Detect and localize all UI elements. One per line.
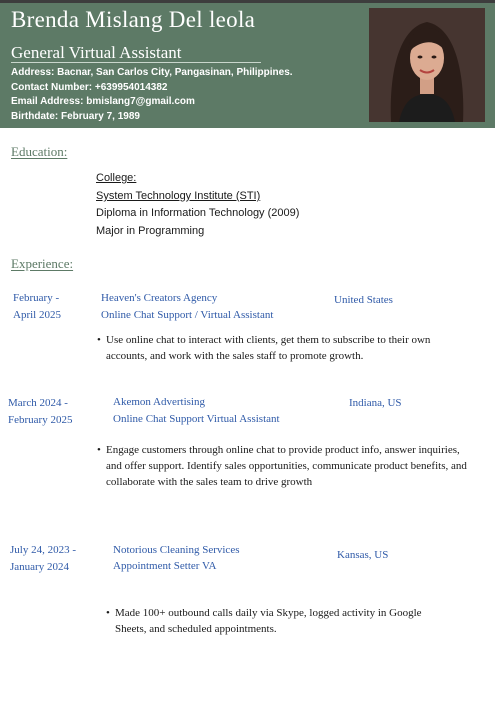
birthdate-text: Birthdate: February 7, 1989 xyxy=(11,111,140,122)
email-text: Email Address: bmislang7@gmail.com xyxy=(11,96,195,107)
job-company: Notorious Cleaning Services xyxy=(113,544,240,556)
bullet-marker: • xyxy=(97,334,101,346)
job-date: March 2024 - February 2025 xyxy=(8,397,73,426)
bullet-marker: • xyxy=(97,444,101,456)
education-level: College: xyxy=(96,172,137,184)
job-description: • Engage customers through online chat to provide product info, answer inquiries, and offer support. Identify sales opportunities, communicate product benefits, and collaborate with the sales team to drive growth xyxy=(97,444,467,488)
job-role: General Virtual Assistant xyxy=(11,43,182,62)
job-title: Online Chat Support / Virtual Assistant xyxy=(101,309,274,321)
profile-photo xyxy=(369,8,485,122)
diploma-text: Diploma in Information Technology (2009) xyxy=(96,207,300,219)
school-name: System Technology Institute (STI) xyxy=(96,190,261,202)
resume-header xyxy=(0,3,495,128)
job-title: Appointment Setter VA xyxy=(113,560,217,572)
job-description: • Use online chat to interact with clients, get them to subscribe to their own accounts, and work with the sales staff to promote growth. xyxy=(97,334,431,362)
job-location: Indiana, US xyxy=(349,397,402,409)
role-divider xyxy=(11,62,261,63)
job-title: Online Chat Support Virtual Assistant xyxy=(113,413,280,425)
job-description: • Made 100+ outbound calls daily via Skype, logged activity in Google Sheets, and scheduled appointments. xyxy=(106,607,422,635)
bullet-marker: • xyxy=(106,607,110,619)
job-date: February - April 2025 xyxy=(13,292,61,321)
experience-heading: Experience: xyxy=(11,256,74,271)
job-company: Akemon Advertising xyxy=(113,396,205,408)
job-location: United States xyxy=(334,294,393,306)
address-text: Address: Bacnar, San Carlos City, Pangasinan, Philippines. xyxy=(11,67,293,78)
job-location: Kansas, US xyxy=(337,549,389,561)
education-heading: Education: xyxy=(11,144,68,159)
major-text: Major in Programming xyxy=(96,225,205,237)
contact-number-text: Contact Number: +639954014382 xyxy=(11,82,168,93)
job-company: Heaven's Creators Agency xyxy=(101,292,218,304)
candidate-name: Brenda Mislang Del leola xyxy=(11,7,256,32)
job-date: July 24, 2023 - January 2024 xyxy=(10,544,76,573)
